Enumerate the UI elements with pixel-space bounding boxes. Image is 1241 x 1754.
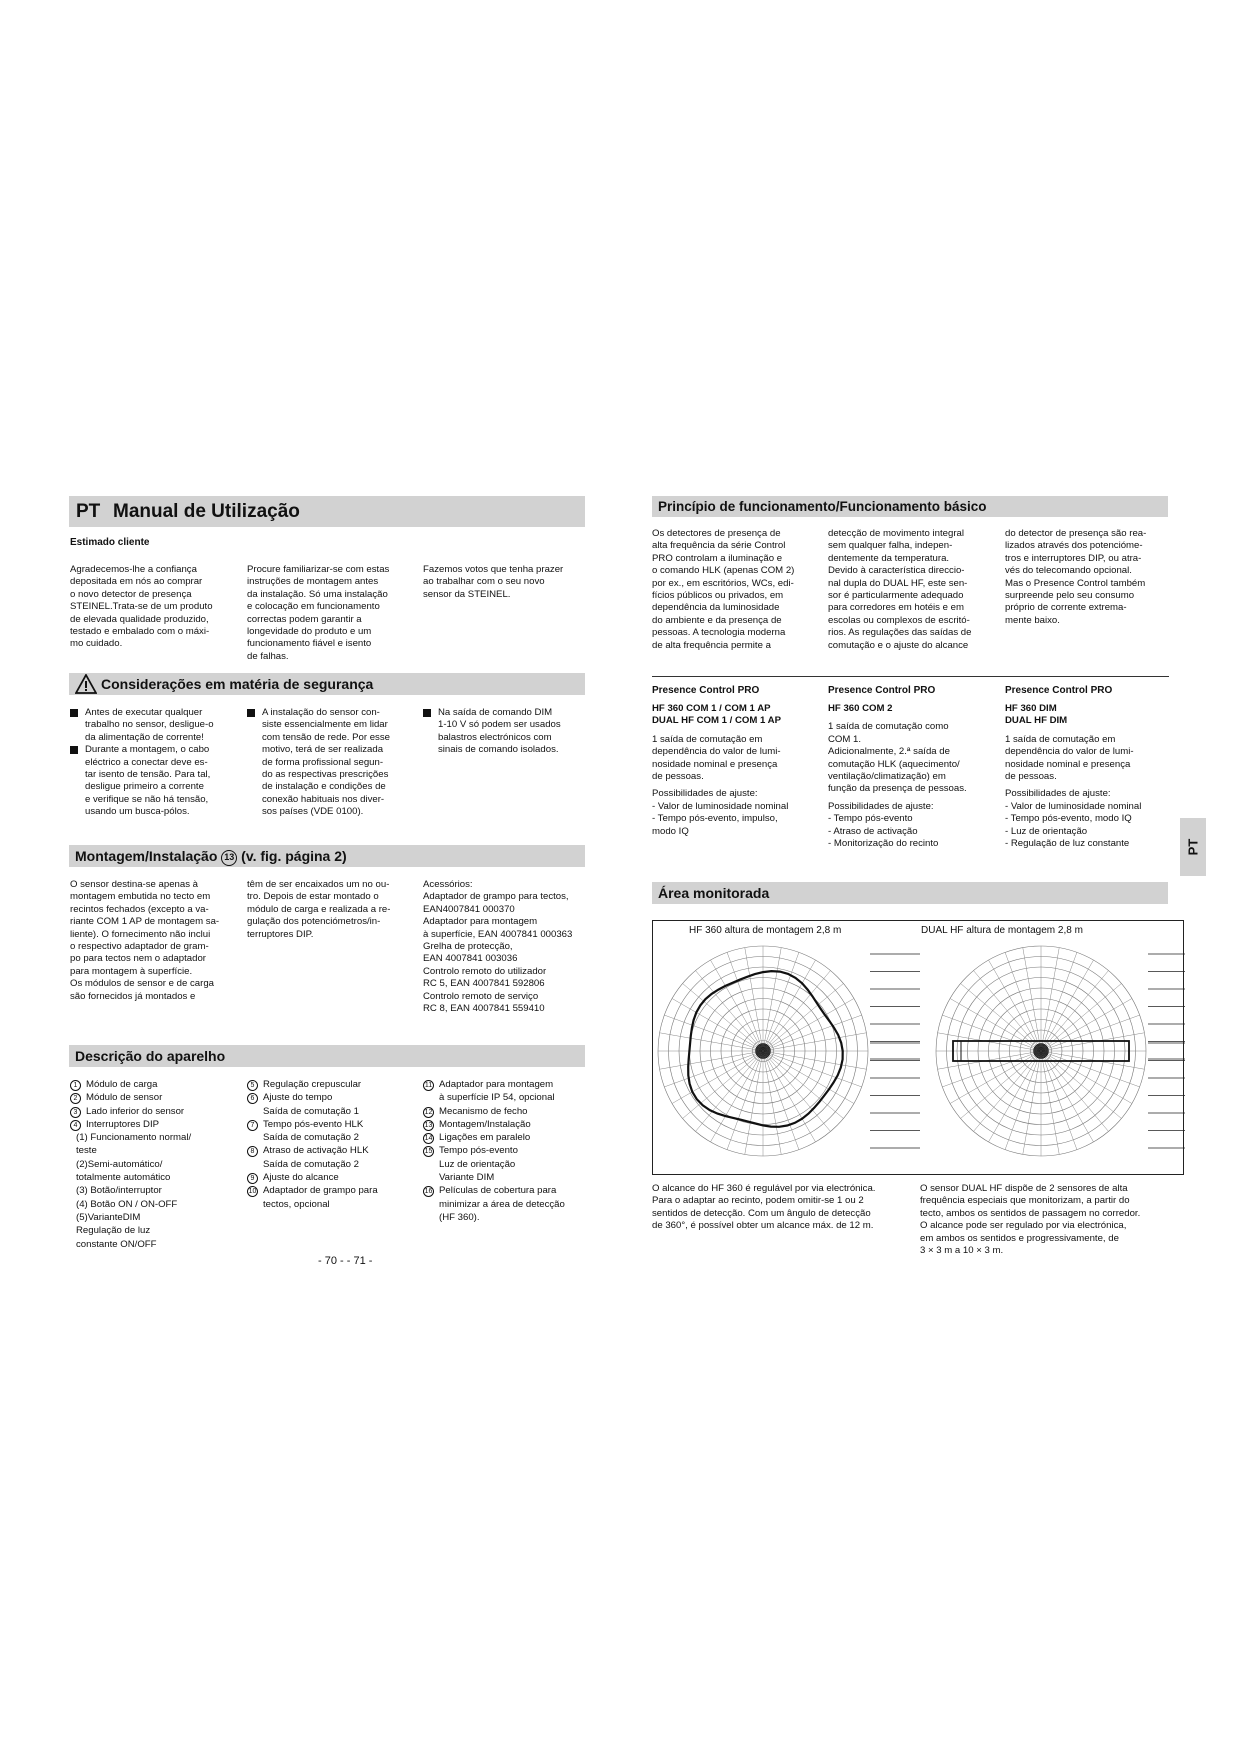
product-model: HF 360 COM 1 / COM 1 AP DUAL HF COM 1 / COM 1 AP	[652, 703, 781, 727]
item-text: Mecanismo de fecho	[439, 1105, 528, 1117]
item-text: Atraso de activação HLK Saída de comutação 2	[263, 1145, 369, 1170]
safety-col-1	[70, 707, 238, 819]
product-brand: Presence Control PRO	[1005, 685, 1113, 696]
item-text: Módulo de carga	[86, 1079, 158, 1090]
list-item	[423, 1078, 593, 1105]
product-settings: Possibilidades de ajuste: - Valor de luminosidade nominal - Tempo pós-evento, modo IQ - Luz de orientação - Regulação de luz constante	[1005, 788, 1142, 850]
detection-area-diagram	[652, 920, 1184, 1175]
product-col-2	[828, 684, 1000, 850]
item-number: 5	[247, 1080, 258, 1091]
diagram-title-dual-hf: DUAL HF altura de montagem 2,8 m	[921, 925, 1083, 936]
list-item	[70, 1091, 240, 1104]
principle-col-3: do detector de presença são rea- lizados através dos potencióme- tros e interruptores DIP, ou atra- vés do telecomando opcional. Mas o Presence Control também surpreende pelo seu consumo próprio de corrente extrema- mente baixo.	[1005, 528, 1147, 626]
product-col-3	[1005, 684, 1177, 850]
list-item	[423, 1184, 593, 1224]
mount-title-figure-number: 13	[221, 850, 237, 866]
mount-col-3: Acessórios: Adaptador de grampo para tectos, EAN4007841 000370 Adaptador para montagem à superfície, EAN 4007841 000363 Grelha de protecção, EAN 4007841 003036 Controlo remoto do utilizador RC 5, EAN 4007841 592806 Controlo remoto de serviço RC 8, EAN 4007841 559410	[423, 879, 573, 1015]
area-caption-left: O alcance do HF 360 é regulável por via electrónica. Para o adaptar ao recinto, podem omitir-se 1 ou 2 sentidos de detecção. Com um ângulo de detecção de 360°, é possível obter um alcance máx. de 12 m.	[652, 1183, 876, 1232]
safety-col-2	[247, 707, 415, 819]
item-number: 6	[247, 1093, 258, 1104]
item-number: 2	[70, 1093, 81, 1104]
item-number: 8	[247, 1146, 258, 1157]
item-number: 16	[424, 1188, 433, 1196]
diagram-title-hf360: HF 360 altura de montagem 2,8 m	[689, 925, 842, 936]
item-number: 9	[247, 1173, 258, 1184]
item-number: 11	[424, 1082, 433, 1089]
item-number: 15	[424, 1148, 433, 1156]
product-col-1	[652, 684, 824, 838]
intro-col-1: Agradecemos-lhe a confiança depositada em nós ao comprar o novo detector de presença STEINEL.Trata-se de um produto de elevada qualidade produzido, testado e embalado com o máxi- mo cuidado.	[70, 564, 213, 650]
product-brand: Presence Control PRO	[652, 685, 760, 696]
product-settings: Possibilidades de ajuste: - Valor de luminosidade nominal - Tempo pós-evento, impulso, modo IQ	[652, 788, 789, 837]
safety-bullet: Durante a montagem, o cabo eléctrico a conectar deve es- tar isento de tensão. Para tal, desligue primeiro a corrente e verifique se não há tensão, usando um busca-pólos.	[70, 744, 238, 818]
item-text: Lado inferior do sensor	[86, 1105, 185, 1117]
area-title: Área monitorada	[658, 885, 770, 901]
area-caption-right: O sensor DUAL HF dispõe de 2 sensores de alta frequência especiais que monitorizam, a partir do tecto, ambos os sentidos de passagem no corredor. O alcance pode ser regulado por via electrónica, em ambos os sentidos e progressivamente, de 3 × 3 m a 10 × 3 m.	[920, 1183, 1141, 1257]
dip-switch-list: (1) Funcionamento normal/ teste (2)Semi-automático/ totalmente automático (3) Botão/interruptor (4) Botão ON / ON-OFF (5)VarianteDIM Regulação de luz constante ON/OFF	[76, 1132, 192, 1250]
product-description: 1 saída de comutação em dependência do valor de lumi- nosidade nominal e presença de pessoas.	[1005, 733, 1134, 783]
item-text: Películas de cobertura para minimizar a área de detecção (HF 360).	[439, 1185, 565, 1223]
page-title: Manual de Utilização	[113, 501, 300, 522]
page-title-bar	[69, 496, 585, 527]
safety-bullet: Na saída de comando DIM 1-10 V só podem ser usados balastros electrónicos com sinais de comando isolados.	[423, 707, 591, 757]
item-text: Módulo de sensor	[86, 1092, 163, 1104]
mount-header	[69, 845, 585, 867]
product-description: 1 saída de comutação em dependência do valor de lumi- nosidade nominal e presença de pessoas.	[652, 733, 781, 783]
device-list-col-2	[247, 1078, 417, 1211]
list-item	[70, 1118, 240, 1131]
warning-icon	[75, 674, 97, 694]
greeting: Estimado cliente	[70, 537, 150, 548]
item-text: Tempo pós-evento Luz de orientação Variante DIM	[439, 1145, 518, 1184]
principle-title: Princípio de funcionamento/Funcionamento básico	[658, 499, 987, 514]
divider	[652, 676, 1169, 677]
language-tab-label: PT	[1185, 838, 1201, 856]
product-settings: Possibilidades de ajuste: - Tempo pós-evento - Atraso de activação - Monitorização do recinto	[828, 800, 939, 850]
list-item	[247, 1144, 417, 1171]
mount-col-2: têm de ser encaixados um no ou- tro. Depois de estar montado o módulo de carga e realizada a re- gulação dos potenciómetros/in- terruptores DIP.	[247, 879, 391, 940]
safety-bullet: Antes de executar qualquer trabalho no sensor, desligue-o da alimentação de corrente!	[70, 707, 238, 744]
mount-title-text: Montagem/Instalação	[75, 848, 218, 864]
intro-col-3: Fazemos votos que tenha prazer ao trabalhar com o seu novo sensor da STEINEL.	[423, 564, 564, 600]
safety-bullet: A instalação do sensor con- siste essencialmente em lidar com tensão de rede. Por esse motivo, terá de ser realizada de forma profissional segun- do as respectivas prescrições de instalação e condições de conexão habituais nos diver- sos países (VDE 0100).	[247, 707, 415, 819]
safety-col-3	[423, 707, 591, 757]
list-item	[423, 1118, 593, 1131]
item-text: Adaptador para montagem à superfície IP 54, opcional	[439, 1079, 555, 1104]
item-text: Ajuste do tempo Saída de comutação 1	[263, 1092, 360, 1117]
list-item	[247, 1171, 417, 1184]
mount-title-suffix: (v. fig. página 2)	[241, 848, 347, 864]
item-number: 4	[70, 1120, 81, 1131]
page-number: - 70 - - 71 -	[318, 1255, 373, 1267]
item-text: Interruptores DIP	[86, 1118, 160, 1130]
principle-header	[652, 496, 1168, 517]
list-item	[423, 1131, 593, 1144]
item-number: 10	[248, 1188, 257, 1196]
language-code: PT	[76, 501, 101, 522]
mount-col-1: O sensor destina-se apenas à montagem embutida no tecto em recintos fechados (excepto a va- riante COM 1 AP de montagem sa- liente). O fornecimento não inclui o respectivo adaptador de gram- po para tectos nem o adaptador para montagem à superfície. Os módulos de sensor e de carga são fornecidos já montados e	[70, 879, 220, 1002]
list-item	[70, 1105, 240, 1118]
item-number: 13	[424, 1121, 433, 1129]
item-text: Regulação crepuscular	[263, 1079, 362, 1090]
item-number: 14	[424, 1135, 433, 1143]
item-text: Montagem/Instalação	[439, 1118, 531, 1130]
intro-col-2: Procure familiarizar-se com estas instruções de montagem antes da instalação. Só uma instalação e colocação em funcionamento correctas podem garantir a longevidade do produto e um funcionamento fiável e isento de falhas.	[247, 564, 390, 662]
area-header	[652, 882, 1168, 904]
item-number: 1	[70, 1080, 81, 1091]
product-description: 1 saída de comutação como COM 1. Adicionalmente, 2.ª saída de comutação HLK (aquecimento/ ventilação/climatização) em função da presença de pessoas.	[828, 721, 967, 795]
item-number: 12	[424, 1108, 433, 1116]
device-list-col-3	[423, 1078, 593, 1224]
list-item	[247, 1184, 417, 1211]
list-item	[247, 1091, 417, 1118]
polar-diagrams	[653, 921, 1185, 1176]
mount-title	[75, 848, 347, 866]
item-text: Ligações em paralelo	[439, 1132, 531, 1144]
language-tab	[1180, 818, 1206, 876]
principle-col-2: detecção de movimento integral sem qualquer falha, indepen- dentemente da temperatura. Devido à característica direccio- nal dupla do DUAL HF, este sen- sor é particularmente adequado para corredores em hotéis e em escolas ou complexos de escritó- rios. As regulações das saídas de comutação e o ajuste do alcance	[828, 528, 972, 651]
device-list-col-1	[70, 1078, 240, 1251]
item-text: Tempo pós-evento HLK Saída de comutação 2	[263, 1118, 364, 1144]
product-model: HF 360 DIM DUAL HF DIM	[1005, 703, 1068, 727]
safety-title: Considerações em matéria de segurança	[101, 676, 374, 692]
item-text: Ajuste do alcance	[263, 1172, 339, 1184]
list-item	[423, 1144, 593, 1184]
list-item	[423, 1105, 593, 1118]
item-number: 7	[247, 1120, 258, 1131]
device-header	[69, 1045, 585, 1067]
list-item	[247, 1078, 417, 1091]
list-item	[70, 1078, 240, 1091]
device-title: Descrição do aparelho	[75, 1048, 226, 1064]
safety-header	[69, 673, 585, 695]
item-number: 3	[70, 1107, 81, 1118]
product-model: HF 360 COM 2	[828, 703, 893, 714]
principle-col-1: Os detectores de presença de alta frequência da série Control PRO controlam a iluminação e o comando HLK (apenas COM 2) por ex., em escritórios, WCs, edi- fícios públicos ou privados, em dependência da luminosidade do ambiente e da presença de pessoas. A tecnologia moderna de alta frequência permite a	[652, 528, 795, 651]
product-brand: Presence Control PRO	[828, 685, 936, 696]
item-text: Adaptador de grampo para tectos, opcional	[263, 1185, 378, 1210]
list-item	[247, 1118, 417, 1145]
